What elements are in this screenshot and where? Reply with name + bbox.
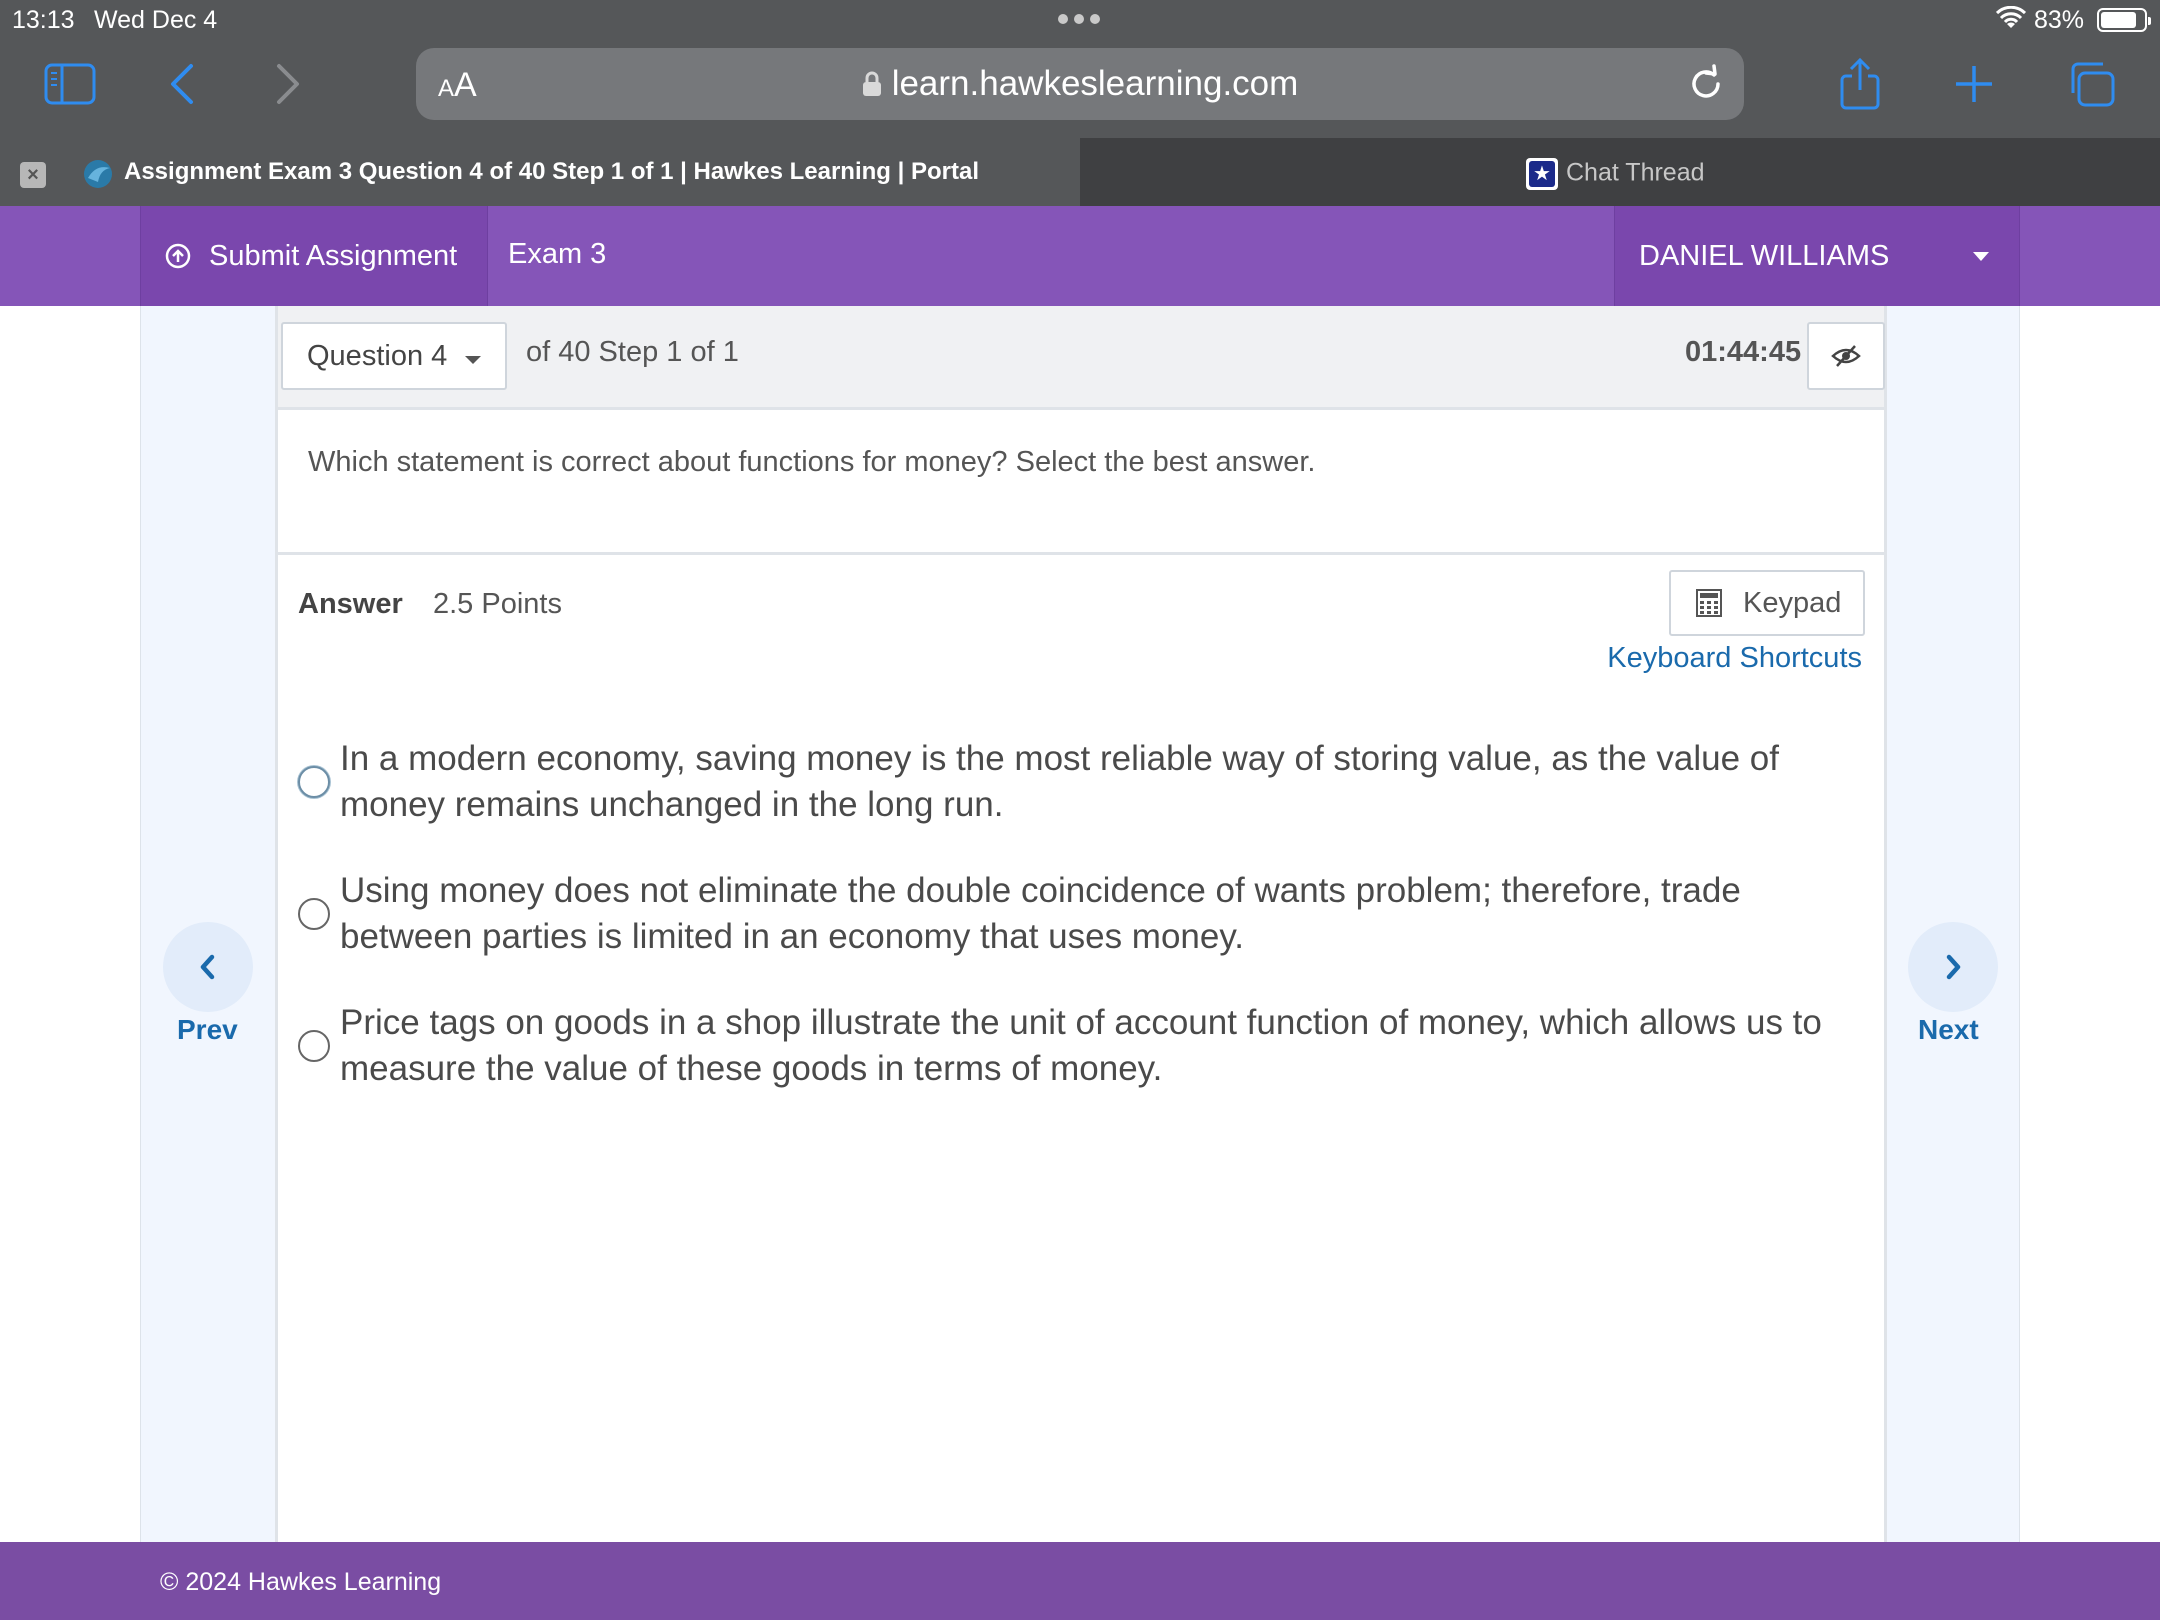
status-date: Wed Dec 4 [94, 6, 218, 34]
eye-slash-icon [1830, 344, 1862, 368]
prev-label[interactable]: Prev [177, 1014, 238, 1045]
share-icon[interactable] [1830, 54, 1890, 114]
chevron-down-icon [1973, 252, 1989, 261]
answer-label: Answer [298, 588, 403, 620]
app-header [0, 206, 2160, 306]
wifi-icon [1996, 6, 2026, 39]
reload-icon[interactable] [1684, 62, 1728, 106]
exam-name: Exam 3 [508, 238, 607, 270]
url-text: learn.hawkeslearning.com [891, 64, 1299, 103]
keypad-button[interactable] [1669, 570, 1865, 636]
question-prompt: Which statement is correct about functions for money? Select the best answer. [308, 446, 1316, 478]
reader-text-size-button[interactable]: AA [438, 66, 477, 104]
user-menu[interactable] [1614, 206, 2020, 306]
prev-button[interactable] [163, 922, 253, 1012]
points-value: 2.5 Points [433, 588, 562, 620]
timer: 01:44:45 [1685, 336, 1802, 368]
keyboard-shortcuts-link[interactable]: Keyboard Shortcuts [1607, 642, 1862, 674]
option-text: In a modern economy, saving money is the most reliable way of storing value, as the value of money remains unchanged in the long run. [340, 739, 1779, 824]
copyright: © 2024 Hawkes Learning [160, 1568, 442, 1596]
footer [0, 1542, 2160, 1620]
lock-icon [862, 66, 882, 106]
chevron-right-icon [1941, 952, 1965, 982]
question-bar [278, 306, 1884, 410]
upload-circle-icon [165, 243, 191, 269]
forward-icon[interactable] [258, 54, 318, 114]
next-panel [1886, 306, 2020, 1542]
sidebar-toggle-icon[interactable] [40, 54, 100, 114]
tab-assignment[interactable] [0, 138, 1080, 206]
tab-title: Assignment Exam 3 Question 4 of 40 Step 1 of 1 | Hawkes Learning | Portal [124, 158, 979, 185]
multitasking-dots-icon[interactable] [1058, 14, 1100, 24]
hawkes-favicon-icon [82, 158, 114, 190]
address-bar[interactable] [416, 48, 1744, 120]
option-text: Price tags on goods in a shop illustrate the unit of account function of money, which allows us to measure the value of these goods in terms of money. [340, 1003, 1822, 1088]
close-tab-icon[interactable]: × [20, 162, 46, 188]
battery-percent: 83% [2034, 6, 2085, 34]
radio-option-c[interactable] [298, 1030, 330, 1062]
user-name: DANIEL WILLIAMS [1639, 239, 1890, 272]
radio-option-b[interactable] [298, 898, 330, 930]
next-label[interactable]: Next [1918, 1014, 1979, 1045]
answer-option-b[interactable] [298, 868, 1868, 960]
status-time: 13:13 [12, 6, 75, 34]
question-position: of 40 Step 1 of 1 [526, 336, 739, 368]
divider [278, 552, 1884, 555]
tab-strip [0, 138, 2160, 206]
battery-icon [2097, 8, 2147, 32]
chat-favicon-icon: ★ [1526, 158, 1558, 190]
status-bar [0, 0, 2160, 40]
answer-option-a[interactable] [298, 736, 1868, 828]
hide-timer-button[interactable] [1807, 322, 1885, 390]
tab-chat-thread[interactable] [1526, 158, 1705, 190]
tab-title: Chat Thread [1566, 158, 1705, 187]
chevron-left-icon [196, 952, 220, 982]
answer-option-c[interactable] [298, 1000, 1868, 1092]
new-tab-icon[interactable] [1944, 54, 2004, 114]
browser-chrome [0, 0, 2160, 138]
option-text: Using money does not eliminate the double coincidence of wants problem; therefore, trade between parties is limited in an economy that uses money. [340, 871, 1741, 956]
calculator-icon [1695, 589, 1723, 617]
question-select[interactable] [281, 322, 507, 390]
back-icon[interactable] [152, 54, 212, 114]
keypad-label: Keypad [1743, 586, 1842, 619]
tab-overview-icon[interactable] [2062, 54, 2122, 114]
question-content [275, 306, 1887, 1542]
prev-panel [140, 306, 276, 1542]
radio-option-a[interactable] [298, 766, 330, 798]
submit-label: Submit Assignment [209, 239, 458, 272]
submit-assignment-button[interactable] [140, 206, 488, 306]
question-select-value: Question 4 [307, 339, 448, 372]
chevron-down-icon [465, 356, 481, 364]
next-button[interactable] [1908, 922, 1998, 1012]
